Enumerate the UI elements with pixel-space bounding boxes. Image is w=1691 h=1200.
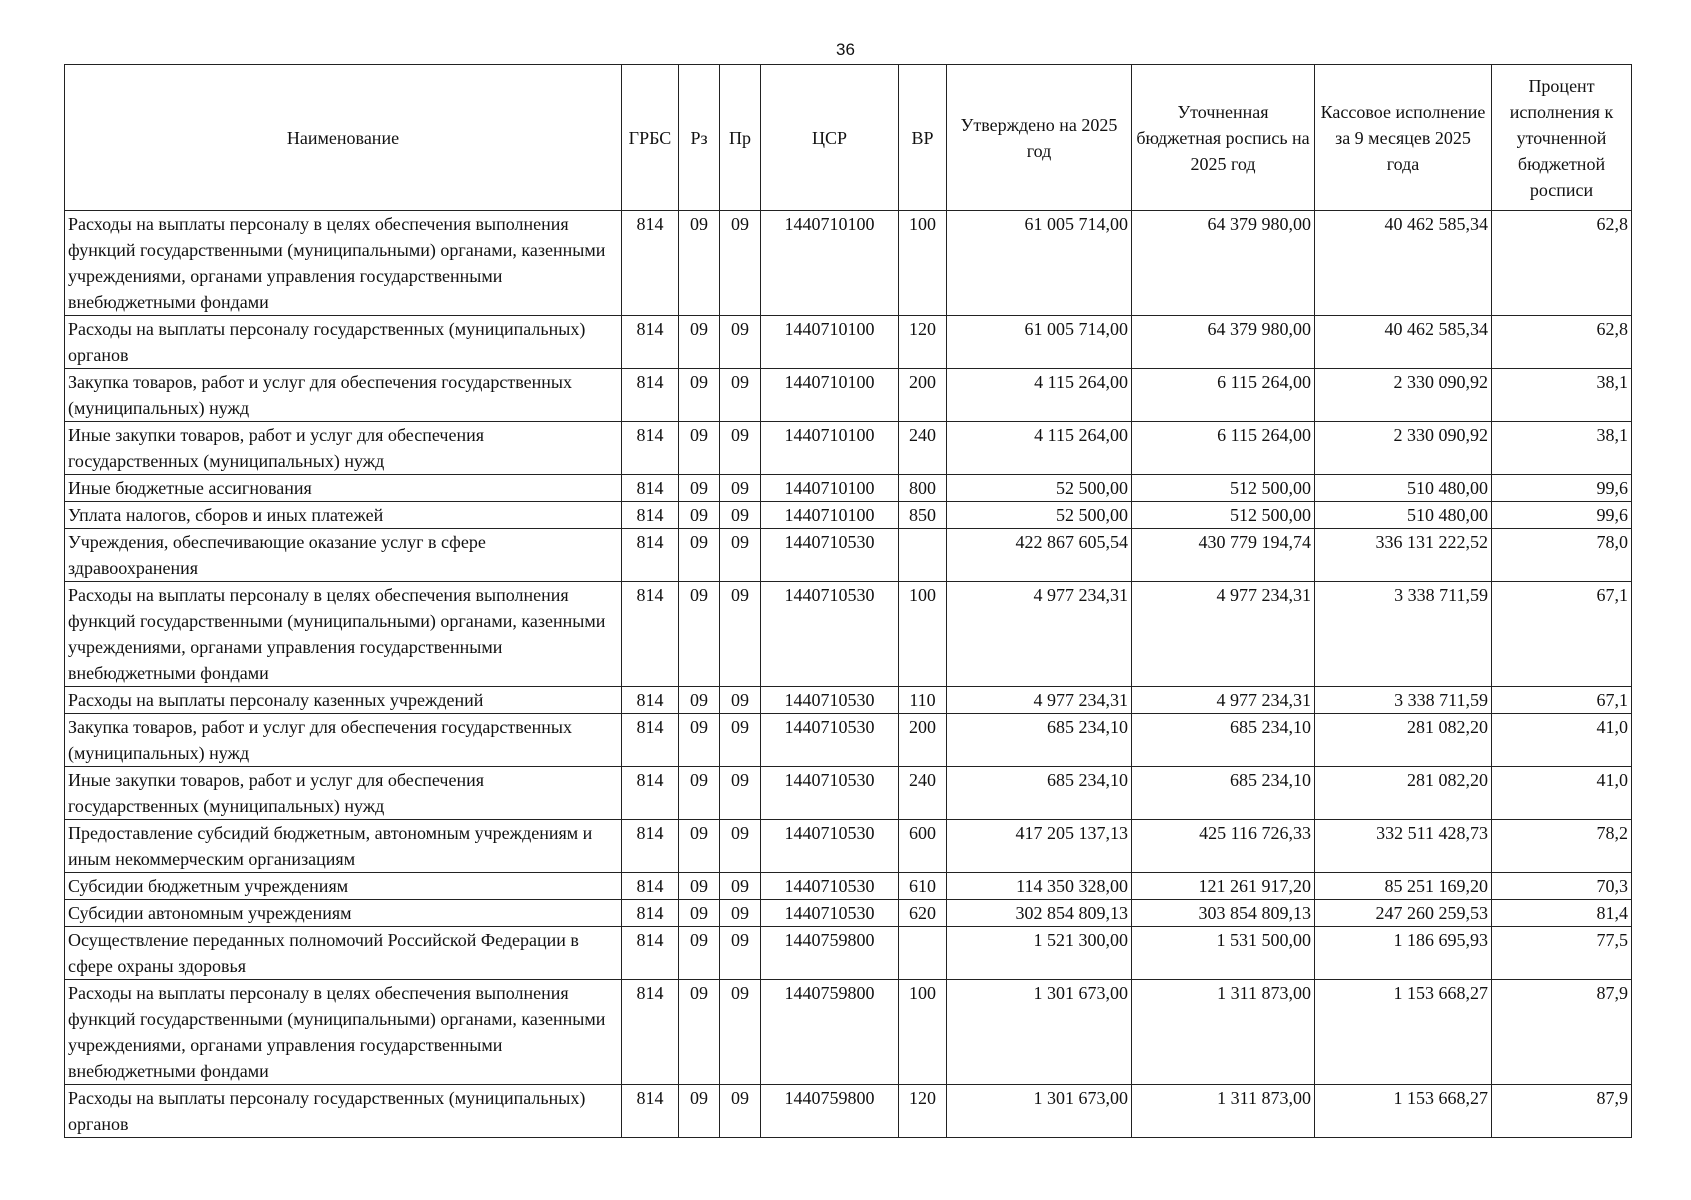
cell-csr: 1440710100 <box>761 502 899 529</box>
cell-rz: 09 <box>679 1085 720 1138</box>
cell-percent: 70,3 <box>1492 873 1632 900</box>
cell-csr: 1440710530 <box>761 873 899 900</box>
cell-percent: 41,0 <box>1492 767 1632 820</box>
cell-grbs: 814 <box>622 529 679 582</box>
cell-vr: 100 <box>899 211 947 316</box>
table-row <box>65 422 1632 475</box>
budget-table <box>64 64 1632 1138</box>
cell-approved: 52 500,00 <box>947 475 1132 502</box>
cell-percent: 99,6 <box>1492 502 1632 529</box>
table-row <box>65 980 1632 1085</box>
cell-vr: 240 <box>899 767 947 820</box>
cell-pr: 09 <box>720 687 761 714</box>
cell-grbs: 814 <box>622 980 679 1085</box>
cell-refined: 512 500,00 <box>1132 502 1315 529</box>
cell-grbs: 814 <box>622 211 679 316</box>
cell-pr: 09 <box>720 980 761 1085</box>
cell-csr: 1440710100 <box>761 211 899 316</box>
cell-pr: 09 <box>720 900 761 927</box>
cell-cash: 510 480,00 <box>1315 475 1492 502</box>
cell-csr: 1440710530 <box>761 900 899 927</box>
cell-name: Закупка товаров, работ и услуг для обеспечения государственных (муниципальных) нужд <box>65 369 622 422</box>
cell-refined: 1 311 873,00 <box>1132 1085 1315 1138</box>
cell-approved: 1 301 673,00 <box>947 980 1132 1085</box>
cell-refined: 6 115 264,00 <box>1132 422 1315 475</box>
table-row <box>65 1085 1632 1138</box>
cell-cash: 247 260 259,53 <box>1315 900 1492 927</box>
cell-vr: 600 <box>899 820 947 873</box>
cell-cash: 336 131 222,52 <box>1315 529 1492 582</box>
cell-name: Предоставление субсидий бюджетным, автономным учреждениям и иным некоммерческим организациям <box>65 820 622 873</box>
cell-approved: 417 205 137,13 <box>947 820 1132 873</box>
cell-pr: 09 <box>720 767 761 820</box>
cell-rz: 09 <box>679 687 720 714</box>
cell-vr: 610 <box>899 873 947 900</box>
cell-name: Расходы на выплаты персоналу в целях обеспечения выполнения функций государственными (муниципальными) органами, казенными учреждениями, органами управления государственными внебюджетными фондами <box>65 582 622 687</box>
cell-pr: 09 <box>720 714 761 767</box>
cell-rz: 09 <box>679 529 720 582</box>
cell-name: Субсидии автономным учреждениям <box>65 900 622 927</box>
cell-approved: 685 234,10 <box>947 714 1132 767</box>
table-row <box>65 369 1632 422</box>
cell-name: Расходы на выплаты персоналу казенных учреждений <box>65 687 622 714</box>
table-header-row <box>65 65 1632 211</box>
cell-rz: 09 <box>679 820 720 873</box>
cell-pr: 09 <box>720 1085 761 1138</box>
cell-percent: 99,6 <box>1492 475 1632 502</box>
cell-csr: 1440710530 <box>761 582 899 687</box>
cell-name: Расходы на выплаты персоналу государственных (муниципальных) органов <box>65 316 622 369</box>
table-row <box>65 927 1632 980</box>
cell-pr: 09 <box>720 475 761 502</box>
cell-grbs: 814 <box>622 582 679 687</box>
cell-name: Субсидии бюджетным учреждениям <box>65 873 622 900</box>
cell-cash: 3 338 711,59 <box>1315 582 1492 687</box>
header-percent: Процент исполнения к уточненной бюджетной росписи <box>1492 65 1632 211</box>
table-body <box>65 211 1632 1138</box>
cell-cash: 281 082,20 <box>1315 767 1492 820</box>
cell-refined: 512 500,00 <box>1132 475 1315 502</box>
cell-rz: 09 <box>679 980 720 1085</box>
cell-refined: 1 311 873,00 <box>1132 980 1315 1085</box>
cell-percent: 67,1 <box>1492 582 1632 687</box>
cell-rz: 09 <box>679 873 720 900</box>
cell-percent: 87,9 <box>1492 1085 1632 1138</box>
cell-csr: 1440710100 <box>761 422 899 475</box>
table-row <box>65 873 1632 900</box>
cell-percent: 38,1 <box>1492 369 1632 422</box>
cell-percent: 78,2 <box>1492 820 1632 873</box>
cell-grbs: 814 <box>622 820 679 873</box>
cell-refined: 1 531 500,00 <box>1132 927 1315 980</box>
cell-csr: 1440710530 <box>761 687 899 714</box>
cell-refined: 425 116 726,33 <box>1132 820 1315 873</box>
cell-name: Расходы на выплаты персоналу государственных (муниципальных) органов <box>65 1085 622 1138</box>
table-row <box>65 502 1632 529</box>
cell-refined: 303 854 809,13 <box>1132 900 1315 927</box>
table-row <box>65 529 1632 582</box>
cell-percent: 41,0 <box>1492 714 1632 767</box>
cell-pr: 09 <box>720 316 761 369</box>
cell-cash: 1 186 695,93 <box>1315 927 1492 980</box>
cell-cash: 332 511 428,73 <box>1315 820 1492 873</box>
cell-cash: 2 330 090,92 <box>1315 422 1492 475</box>
cell-pr: 09 <box>720 529 761 582</box>
cell-approved: 4 115 264,00 <box>947 422 1132 475</box>
cell-rz: 09 <box>679 369 720 422</box>
cell-grbs: 814 <box>622 316 679 369</box>
cell-csr: 1440710530 <box>761 767 899 820</box>
cell-refined: 64 379 980,00 <box>1132 316 1315 369</box>
cell-grbs: 814 <box>622 369 679 422</box>
cell-cash: 510 480,00 <box>1315 502 1492 529</box>
cell-cash: 40 462 585,34 <box>1315 211 1492 316</box>
cell-pr: 09 <box>720 873 761 900</box>
table-row <box>65 316 1632 369</box>
cell-csr: 1440710530 <box>761 714 899 767</box>
table-row <box>65 211 1632 316</box>
cell-grbs: 814 <box>622 502 679 529</box>
cell-vr: 800 <box>899 475 947 502</box>
cell-refined: 4 977 234,31 <box>1132 582 1315 687</box>
cell-approved: 1 521 300,00 <box>947 927 1132 980</box>
cell-approved: 4 977 234,31 <box>947 687 1132 714</box>
cell-refined: 685 234,10 <box>1132 767 1315 820</box>
cell-name: Иные закупки товаров, работ и услуг для обеспечения государственных (муниципальных) нужд <box>65 422 622 475</box>
cell-csr: 1440710530 <box>761 820 899 873</box>
header-name: Наименование <box>65 65 622 211</box>
cell-csr: 1440759800 <box>761 980 899 1085</box>
cell-grbs: 814 <box>622 714 679 767</box>
cell-name: Уплата налогов, сборов и иных платежей <box>65 502 622 529</box>
cell-pr: 09 <box>720 820 761 873</box>
cell-vr: 620 <box>899 900 947 927</box>
cell-name: Закупка товаров, работ и услуг для обеспечения государственных (муниципальных) нужд <box>65 714 622 767</box>
cell-percent: 38,1 <box>1492 422 1632 475</box>
table-row <box>65 687 1632 714</box>
cell-rz: 09 <box>679 927 720 980</box>
cell-cash: 40 462 585,34 <box>1315 316 1492 369</box>
cell-percent: 62,8 <box>1492 211 1632 316</box>
cell-approved: 4 115 264,00 <box>947 369 1132 422</box>
cell-approved: 4 977 234,31 <box>947 582 1132 687</box>
cell-cash: 3 338 711,59 <box>1315 687 1492 714</box>
cell-vr <box>899 927 947 980</box>
cell-pr: 09 <box>720 927 761 980</box>
cell-refined: 121 261 917,20 <box>1132 873 1315 900</box>
cell-cash: 85 251 169,20 <box>1315 873 1492 900</box>
table-row <box>65 475 1632 502</box>
cell-name: Расходы на выплаты персоналу в целях обеспечения выполнения функций государственными (муниципальными) органами, казенными учреждениями, органами управления государственными внебюджетными фондами <box>65 980 622 1085</box>
cell-cash: 2 330 090,92 <box>1315 369 1492 422</box>
cell-rz: 09 <box>679 767 720 820</box>
cell-grbs: 814 <box>622 900 679 927</box>
cell-rz: 09 <box>679 316 720 369</box>
cell-approved: 1 301 673,00 <box>947 1085 1132 1138</box>
cell-approved: 61 005 714,00 <box>947 211 1132 316</box>
cell-pr: 09 <box>720 422 761 475</box>
cell-rz: 09 <box>679 502 720 529</box>
header-rz: Рз <box>679 65 720 211</box>
cell-approved: 685 234,10 <box>947 767 1132 820</box>
cell-rz: 09 <box>679 900 720 927</box>
cell-csr: 1440759800 <box>761 927 899 980</box>
header-vr: ВР <box>899 65 947 211</box>
cell-grbs: 814 <box>622 767 679 820</box>
cell-vr: 850 <box>899 502 947 529</box>
cell-vr: 100 <box>899 582 947 687</box>
cell-csr: 1440710100 <box>761 316 899 369</box>
cell-pr: 09 <box>720 211 761 316</box>
cell-pr: 09 <box>720 369 761 422</box>
header-refined: Уточненная бюджетная роспись на 2025 год <box>1132 65 1315 211</box>
cell-approved: 302 854 809,13 <box>947 900 1132 927</box>
cell-approved: 422 867 605,54 <box>947 529 1132 582</box>
cell-cash: 1 153 668,27 <box>1315 980 1492 1085</box>
cell-cash: 1 153 668,27 <box>1315 1085 1492 1138</box>
cell-rz: 09 <box>679 714 720 767</box>
cell-vr: 100 <box>899 980 947 1085</box>
cell-csr: 1440710100 <box>761 475 899 502</box>
cell-approved: 114 350 328,00 <box>947 873 1132 900</box>
cell-cash: 281 082,20 <box>1315 714 1492 767</box>
cell-pr: 09 <box>720 582 761 687</box>
cell-approved: 61 005 714,00 <box>947 316 1132 369</box>
cell-vr: 200 <box>899 714 947 767</box>
table-row <box>65 820 1632 873</box>
cell-name: Расходы на выплаты персоналу в целях обеспечения выполнения функций государственными (муниципальными) органами, казенными учреждениями, органами управления государственными внебюджетными фондами <box>65 211 622 316</box>
cell-vr: 120 <box>899 1085 947 1138</box>
cell-name: Осуществление переданных полномочий Российской Федерации в сфере охраны здоровья <box>65 927 622 980</box>
cell-vr <box>899 529 947 582</box>
cell-approved: 52 500,00 <box>947 502 1132 529</box>
cell-grbs: 814 <box>622 422 679 475</box>
cell-grbs: 814 <box>622 873 679 900</box>
cell-grbs: 814 <box>622 1085 679 1138</box>
cell-percent: 78,0 <box>1492 529 1632 582</box>
cell-name: Иные закупки товаров, работ и услуг для обеспечения государственных (муниципальных) нужд <box>65 767 622 820</box>
cell-rz: 09 <box>679 211 720 316</box>
cell-percent: 87,9 <box>1492 980 1632 1085</box>
cell-csr: 1440759800 <box>761 1085 899 1138</box>
cell-pr: 09 <box>720 502 761 529</box>
cell-csr: 1440710530 <box>761 529 899 582</box>
cell-csr: 1440710100 <box>761 369 899 422</box>
cell-percent: 67,1 <box>1492 687 1632 714</box>
cell-percent: 62,8 <box>1492 316 1632 369</box>
cell-percent: 81,4 <box>1492 900 1632 927</box>
table-row <box>65 900 1632 927</box>
table-row <box>65 582 1632 687</box>
cell-refined: 4 977 234,31 <box>1132 687 1315 714</box>
cell-refined: 430 779 194,74 <box>1132 529 1315 582</box>
cell-refined: 6 115 264,00 <box>1132 369 1315 422</box>
cell-vr: 200 <box>899 369 947 422</box>
page-number: 36 <box>836 40 855 59</box>
cell-grbs: 814 <box>622 927 679 980</box>
header-csr: ЦСР <box>761 65 899 211</box>
header-grbs: ГРБС <box>622 65 679 211</box>
cell-rz: 09 <box>679 582 720 687</box>
table-row <box>65 767 1632 820</box>
cell-name: Учреждения, обеспечивающие оказание услуг в сфере здравоохранения <box>65 529 622 582</box>
table-row <box>65 714 1632 767</box>
cell-refined: 64 379 980,00 <box>1132 211 1315 316</box>
cell-vr: 120 <box>899 316 947 369</box>
cell-rz: 09 <box>679 475 720 502</box>
cell-grbs: 814 <box>622 687 679 714</box>
cell-grbs: 814 <box>622 475 679 502</box>
header-cash: Кассовое исполнение за 9 месяцев 2025 года <box>1315 65 1492 211</box>
cell-rz: 09 <box>679 422 720 475</box>
header-pr: Пр <box>720 65 761 211</box>
cell-refined: 685 234,10 <box>1132 714 1315 767</box>
cell-vr: 240 <box>899 422 947 475</box>
header-approved: Утверждено на 2025 год <box>947 65 1132 211</box>
cell-name: Иные бюджетные ассигнования <box>65 475 622 502</box>
cell-percent: 77,5 <box>1492 927 1632 980</box>
cell-vr: 110 <box>899 687 947 714</box>
